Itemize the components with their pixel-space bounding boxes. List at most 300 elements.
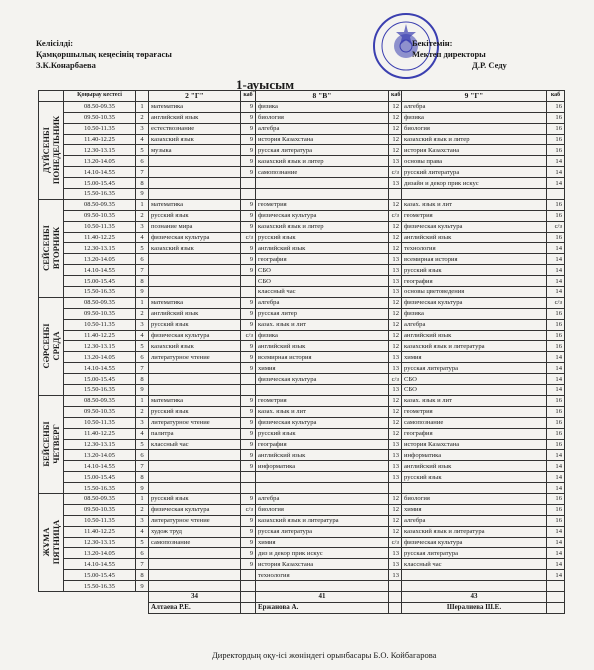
class1-room: 9 (241, 199, 256, 210)
class2-subject: казахский язык и литер (256, 221, 389, 232)
lesson-number: 2 (136, 308, 149, 319)
lesson-time: 11.40-12.25 (64, 134, 136, 145)
class3-subject: СБО (402, 374, 547, 385)
class1-room (241, 472, 256, 483)
class1-room: 9 (241, 210, 256, 221)
class1-subject (149, 156, 241, 167)
class2-room: 12 (389, 101, 402, 112)
class1-subject: литературное чтение (149, 352, 241, 363)
class2-room: 12 (389, 134, 402, 145)
class2-room: 12 (389, 406, 402, 417)
lesson-time: 13.20-14.05 (64, 156, 136, 167)
lesson-number: 6 (136, 548, 149, 559)
class1-room: 9 (241, 341, 256, 352)
class1-room (241, 385, 256, 396)
lesson-time: 14.10-14.55 (64, 363, 136, 374)
class1-subject: русский язык (149, 210, 241, 221)
class3-subject: геометрия (402, 210, 547, 221)
col-class2-header: 8 "В" (256, 91, 389, 102)
lesson-number: 9 (136, 189, 149, 200)
class2-subject: физическая культура (256, 374, 389, 385)
class2-subject: алгебра (256, 493, 389, 504)
lesson-number: 8 (136, 472, 149, 483)
class3-subject: английский язык (402, 330, 547, 341)
table-row (39, 461, 565, 472)
class2-subject: русский язык (256, 232, 389, 243)
lesson-time: 08.50-09.35 (64, 101, 136, 112)
class1-subject (149, 570, 241, 581)
class2-room: с/з (389, 537, 402, 548)
class3-room: 16 (547, 428, 565, 439)
class3-subject: история Казахстана (402, 145, 547, 156)
lesson-time: 08.50-09.35 (64, 297, 136, 308)
class2-room: 13 (389, 265, 402, 276)
class3-subject: химия (402, 352, 547, 363)
table-row (39, 559, 565, 570)
col-class1-header: 2 "Г" (149, 91, 241, 102)
class2-room (389, 581, 402, 592)
agreed-block (36, 38, 236, 71)
class3-room: 16 (547, 112, 565, 123)
class3-subject: английский язык (402, 461, 547, 472)
table-row (39, 581, 565, 592)
lesson-number: 4 (136, 428, 149, 439)
class3-room: 14 (547, 548, 565, 559)
class1-room: 9 (241, 428, 256, 439)
class2-room: 12 (389, 308, 402, 319)
table-row (39, 385, 565, 396)
class3-subject: основы цветоведения (402, 287, 547, 298)
class2-room: 12 (389, 145, 402, 156)
class2-room: 12 (389, 526, 402, 537)
day-name: СӘРСЕНБІ СРЕДА (41, 323, 61, 369)
class2-subject (256, 472, 389, 483)
lesson-time: 11.40-12.25 (64, 330, 136, 341)
class1-subject: русский язык (149, 493, 241, 504)
class1-room: 9 (241, 537, 256, 548)
class1-subject (149, 189, 241, 200)
lesson-number: 3 (136, 221, 149, 232)
class2-subject (256, 581, 389, 592)
class2-subject: казахский язык и литература (256, 515, 389, 526)
class3-subject: казахский язык и литература (402, 526, 547, 537)
class1-subject (149, 276, 241, 287)
class3-subject: география (402, 428, 547, 439)
lesson-time: 15.50-16.35 (64, 483, 136, 494)
table-row (39, 101, 565, 112)
footer-teachers-row (39, 602, 565, 613)
class1-room: 9 (241, 123, 256, 134)
class2-subject: английский язык (256, 243, 389, 254)
class1-subject (149, 472, 241, 483)
class2-subject: физическая культура (256, 417, 389, 428)
class3-room: 14 (547, 461, 565, 472)
class1-room: 9 (241, 167, 256, 178)
class1-room: 9 (241, 352, 256, 363)
class1-room: 9 (241, 515, 256, 526)
class2-room: 12 (389, 297, 402, 308)
class2-room: 13 (389, 439, 402, 450)
class3-room: 14 (547, 352, 565, 363)
lesson-number: 1 (136, 101, 149, 112)
class3-subject: русский язык (402, 472, 547, 483)
class2-room: 13 (389, 254, 402, 265)
class2-room: 13 (389, 352, 402, 363)
class1-room: 9 (241, 450, 256, 461)
class3-subject: алгебра (402, 319, 547, 330)
class1-subject: казахский язык (149, 243, 241, 254)
class1-room: 9 (241, 243, 256, 254)
class3-room: 16 (547, 319, 565, 330)
class1-subject: физическая культура (149, 232, 241, 243)
class1-room: 9 (241, 101, 256, 112)
class1-subject (149, 374, 241, 385)
col-kab-header: каб (547, 91, 565, 102)
agreed-line2: З.К.Конарбаева (36, 60, 96, 70)
class1-subject: английский язык (149, 308, 241, 319)
class3-subject: казах. язык и лит (402, 395, 547, 406)
class1-subject (149, 483, 241, 494)
class3-subject: история Казахстана (402, 439, 547, 450)
table-row (39, 189, 565, 200)
class1-subject: физическая культура (149, 504, 241, 515)
class3-subject (402, 570, 547, 581)
class1-subject (149, 385, 241, 396)
class2-subject: история Казахстана (256, 134, 389, 145)
lesson-time: 15.50-16.35 (64, 385, 136, 396)
table-row (39, 352, 565, 363)
class3-room: 14 (547, 287, 565, 298)
class1-subject: литературное чтение (149, 417, 241, 428)
class1-room: 9 (241, 406, 256, 417)
lesson-time: 13.20-14.05 (64, 548, 136, 559)
class1-room: с/з (241, 504, 256, 515)
class3-room: 14 (547, 559, 565, 570)
lesson-number: 1 (136, 493, 149, 504)
agreed-line1: Қамқоршылық кеңесінің төрағасы (36, 49, 172, 59)
class3-subject: физическая культура (402, 221, 547, 232)
lesson-number: 7 (136, 167, 149, 178)
class3-room: 14 (547, 570, 565, 581)
table-row (39, 232, 565, 243)
class3-hours: 43 (402, 591, 547, 602)
lesson-time: 09.50-10.35 (64, 210, 136, 221)
class2-room: 12 (389, 243, 402, 254)
class1-room: 9 (241, 297, 256, 308)
class3-room: 16 (547, 493, 565, 504)
class2-room: 13 (389, 570, 402, 581)
lesson-number: 1 (136, 395, 149, 406)
class1-hours: 34 (149, 591, 241, 602)
class2-room: 13 (389, 461, 402, 472)
class3-room: с/з (547, 297, 565, 308)
table-header-row (39, 91, 565, 102)
class1-subject (149, 559, 241, 570)
signature-line: Директордың оқу-ісі жөніндегі орынбасары Б.О. Койбагарова (212, 650, 437, 660)
class1-room: 9 (241, 461, 256, 472)
lesson-number: 5 (136, 537, 149, 548)
lesson-time: 14.10-14.55 (64, 167, 136, 178)
lesson-time: 15.00-15.45 (64, 570, 136, 581)
class2-room: с/з (389, 374, 402, 385)
lesson-number: 6 (136, 450, 149, 461)
class3-subject: дизайн и декор прик искус (402, 178, 547, 189)
lesson-number: 6 (136, 254, 149, 265)
col-kab-header: каб (241, 91, 256, 102)
class2-room: 12 (389, 417, 402, 428)
class2-subject: геометрия (256, 199, 389, 210)
class3-room: 14 (547, 156, 565, 167)
class3-room: 16 (547, 330, 565, 341)
class3-room: 16 (547, 395, 565, 406)
class3-subject (402, 581, 547, 592)
class3-subject: классный час (402, 559, 547, 570)
class2-teacher: Ержанова А. (256, 602, 389, 613)
class1-subject (149, 178, 241, 189)
class3-room: 16 (547, 199, 565, 210)
lesson-time: 12.30-13.15 (64, 145, 136, 156)
class1-room: 9 (241, 112, 256, 123)
lesson-time: 15.50-16.35 (64, 189, 136, 200)
class2-room: 13 (389, 548, 402, 559)
class3-subject: русский литература (402, 167, 547, 178)
class3-subject: самопознание (402, 417, 547, 428)
class1-subject (149, 287, 241, 298)
agreed-label: Келісілді: (36, 38, 74, 48)
class1-room (241, 287, 256, 298)
class3-room: 14 (547, 537, 565, 548)
class1-room: 9 (241, 319, 256, 330)
class2-subject: химия (256, 363, 389, 374)
class2-room: 13 (389, 472, 402, 483)
class1-room: 9 (241, 156, 256, 167)
lesson-number: 5 (136, 341, 149, 352)
class3-room: 14 (547, 374, 565, 385)
class3-room: 16 (547, 406, 565, 417)
class3-subject: казахский язык и литература (402, 341, 547, 352)
class1-room: 9 (241, 559, 256, 570)
class1-subject: английский язык (149, 112, 241, 123)
day-label (39, 493, 64, 591)
class3-subject: химия (402, 504, 547, 515)
day-label (39, 199, 64, 297)
lesson-time: 12.30-13.15 (64, 439, 136, 450)
class2-room: 13 (389, 559, 402, 570)
approved-block (412, 38, 572, 71)
class3-subject: биология (402, 493, 547, 504)
lesson-time: 10.50-11.35 (64, 123, 136, 134)
class2-subject: физическая культура (256, 210, 389, 221)
class3-subject (402, 189, 547, 200)
col-time-header: Қоңырау кестесі (64, 91, 136, 102)
table-row (39, 308, 565, 319)
class3-teacher: Шералиева Ш.Е. (402, 602, 547, 613)
class1-subject: русский язык (149, 319, 241, 330)
lesson-number: 9 (136, 581, 149, 592)
class3-subject: геометрия (402, 406, 547, 417)
class3-room: 14 (547, 265, 565, 276)
lesson-number: 5 (136, 243, 149, 254)
lesson-time: 10.50-11.35 (64, 417, 136, 428)
lesson-time: 15.00-15.45 (64, 374, 136, 385)
class2-subject: биология (256, 112, 389, 123)
lesson-number: 2 (136, 112, 149, 123)
class2-room: 13 (389, 385, 402, 396)
class3-room: 14 (547, 178, 565, 189)
day-name: ЖҰМА ПЯТНИЦА (41, 520, 61, 565)
lesson-number: 2 (136, 406, 149, 417)
lesson-number: 7 (136, 265, 149, 276)
class2-room (389, 189, 402, 200)
lesson-time: 14.10-14.55 (64, 265, 136, 276)
table-row (39, 374, 565, 385)
lesson-number: 8 (136, 374, 149, 385)
class3-room: 14 (547, 526, 565, 537)
lesson-time: 09.50-10.35 (64, 308, 136, 319)
class1-subject: самопознание (149, 537, 241, 548)
lesson-number: 5 (136, 145, 149, 156)
lesson-time: 09.50-10.35 (64, 504, 136, 515)
class2-subject: СБО (256, 265, 389, 276)
class3-room: 14 (547, 276, 565, 287)
class1-subject (149, 363, 241, 374)
class1-room: с/з (241, 232, 256, 243)
class1-subject (149, 450, 241, 461)
class2-subject: диз и декор прик искус (256, 548, 389, 559)
class2-subject: биология (256, 504, 389, 515)
table-row (39, 178, 565, 189)
class1-subject: математика (149, 395, 241, 406)
class1-room (241, 189, 256, 200)
day-label (39, 101, 64, 199)
lesson-time: 10.50-11.35 (64, 319, 136, 330)
class2-subject: русская литература (256, 145, 389, 156)
class3-room: 16 (547, 145, 565, 156)
lesson-number: 8 (136, 276, 149, 287)
table-row (39, 341, 565, 352)
table-row (39, 504, 565, 515)
class2-subject: физика (256, 330, 389, 341)
class2-subject (256, 483, 389, 494)
table-row (39, 199, 565, 210)
lesson-time: 10.50-11.35 (64, 515, 136, 526)
day-label (39, 395, 64, 493)
class2-room: 12 (389, 112, 402, 123)
class2-subject: казах. язык и лит (256, 319, 389, 330)
table-row (39, 221, 565, 232)
approved-label: Бекітемін: (412, 38, 453, 48)
lesson-number: 8 (136, 178, 149, 189)
class2-subject: СБО (256, 276, 389, 287)
class3-room (547, 189, 565, 200)
class1-subject (149, 548, 241, 559)
class3-room: 16 (547, 504, 565, 515)
table-row (39, 548, 565, 559)
class1-room (241, 581, 256, 592)
table-row (39, 363, 565, 374)
table-row (39, 330, 565, 341)
day-label (39, 297, 64, 395)
schedule-body (39, 101, 565, 591)
table-row (39, 417, 565, 428)
class2-subject: классный час (256, 287, 389, 298)
class1-room (241, 178, 256, 189)
class1-room: 9 (241, 395, 256, 406)
table-row (39, 145, 565, 156)
class2-room: 12 (389, 395, 402, 406)
class3-subject: география (402, 276, 547, 287)
class3-room: с/з (547, 221, 565, 232)
class2-subject: всемирная история (256, 352, 389, 363)
class3-subject: русская литература (402, 363, 547, 374)
class2-room: 13 (389, 450, 402, 461)
class1-room: 9 (241, 439, 256, 450)
class3-room: 16 (547, 417, 565, 428)
class2-room: 12 (389, 221, 402, 232)
lesson-time: 15.50-16.35 (64, 287, 136, 298)
lesson-time: 12.30-13.15 (64, 243, 136, 254)
class3-subject (402, 483, 547, 494)
class3-room: 16 (547, 515, 565, 526)
class1-subject: математика (149, 297, 241, 308)
table-row (39, 570, 565, 581)
lesson-time: 12.30-13.15 (64, 341, 136, 352)
lesson-time: 14.10-14.55 (64, 559, 136, 570)
class1-room (241, 483, 256, 494)
class1-room: 9 (241, 265, 256, 276)
class1-subject (149, 254, 241, 265)
lesson-number: 1 (136, 199, 149, 210)
class3-room: 14 (547, 385, 565, 396)
class1-subject: классный час (149, 439, 241, 450)
table-row (39, 472, 565, 483)
class2-hours: 41 (256, 591, 389, 602)
table-row (39, 210, 565, 221)
class3-subject: технология (402, 243, 547, 254)
shift-title: 1-ауысым (236, 77, 295, 92)
class3-room: 16 (547, 232, 565, 243)
table-row (39, 265, 565, 276)
class2-subject: технология (256, 570, 389, 581)
table-row (39, 493, 565, 504)
lesson-time: 11.40-12.25 (64, 526, 136, 537)
lesson-number: 3 (136, 515, 149, 526)
table-row (39, 287, 565, 298)
lesson-time: 15.50-16.35 (64, 581, 136, 592)
lesson-number: 4 (136, 526, 149, 537)
class3-subject: биология (402, 123, 547, 134)
class3-subject: СБО (402, 385, 547, 396)
class1-subject (149, 581, 241, 592)
lesson-time: 13.20-14.05 (64, 254, 136, 265)
lesson-number: 6 (136, 156, 149, 167)
class1-subject: казахский язык (149, 134, 241, 145)
lesson-number: 2 (136, 210, 149, 221)
lesson-time: 09.50-10.35 (64, 406, 136, 417)
class2-room: 13 (389, 156, 402, 167)
class1-subject: палитра (149, 428, 241, 439)
class2-subject: алгебра (256, 297, 389, 308)
schedule-table (38, 90, 565, 614)
lesson-number: 1 (136, 297, 149, 308)
class2-subject: информатика (256, 461, 389, 472)
lesson-number: 3 (136, 319, 149, 330)
table-row (39, 406, 565, 417)
class2-room: 12 (389, 199, 402, 210)
class1-subject (149, 167, 241, 178)
table-row (39, 243, 565, 254)
class2-subject: казахский язык и литер (256, 156, 389, 167)
